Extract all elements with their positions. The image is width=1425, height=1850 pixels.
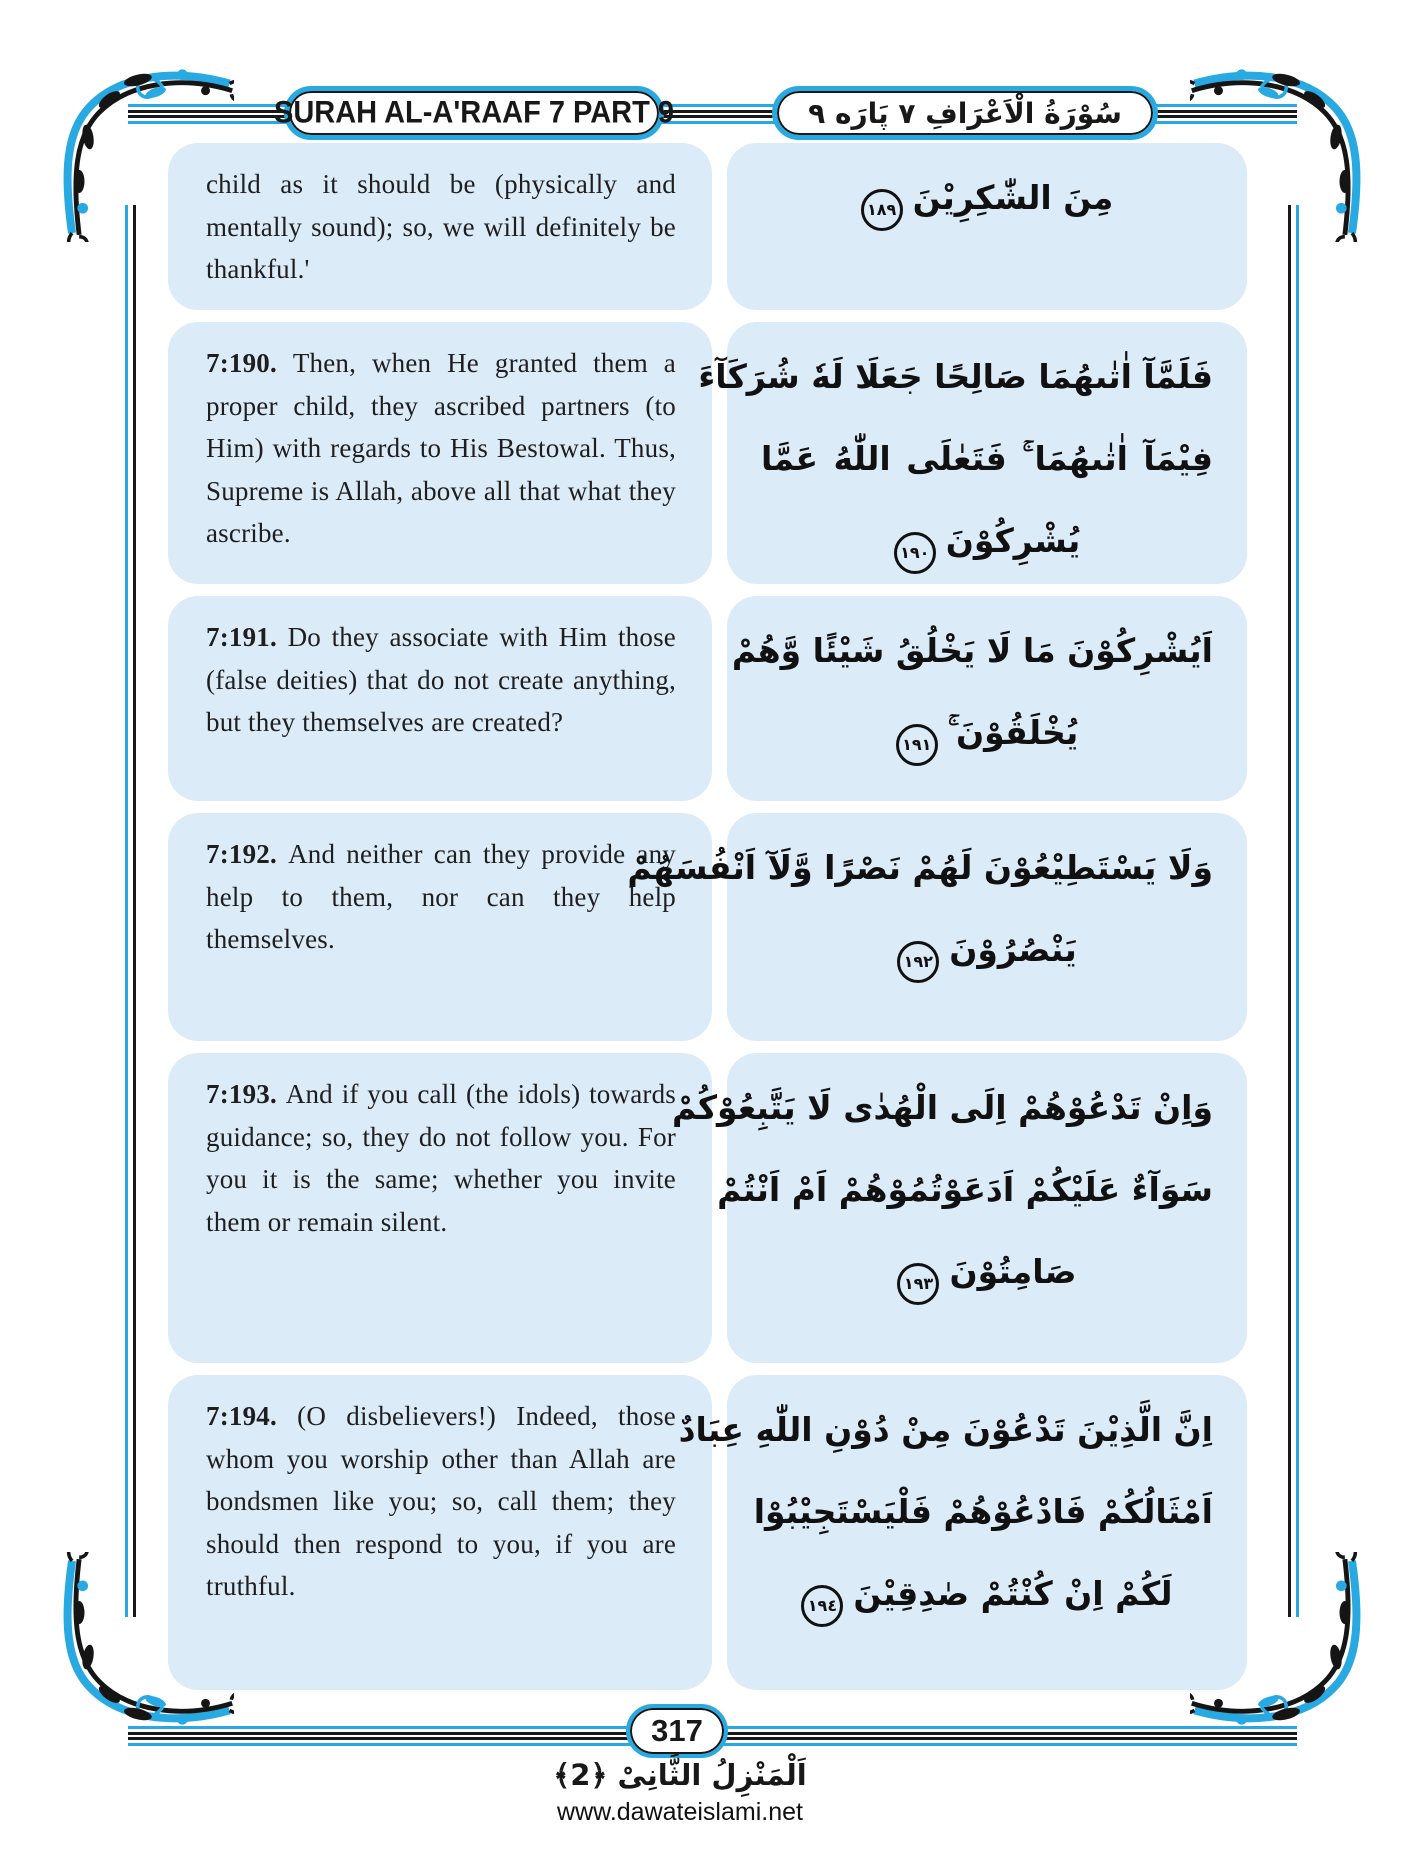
verse-number: 7:194. (206, 1401, 298, 1431)
ayah-number-badge: ١٩٢ (897, 941, 939, 983)
surah-title-arabic: سُوْرَةُ الْاَعْرَافِ ٧ پَارَه ٩ (808, 96, 1122, 130)
verse-row (168, 1053, 1247, 1363)
ayah-number-badge: ١٩٣ (897, 1263, 939, 1305)
arabic-text: يُخْلَقُوْنَ ۚ (947, 713, 1079, 752)
arabic-line (731, 610, 1213, 692)
verse-number: 7:192. (206, 839, 289, 869)
arabic-text: يَنْصُرُوْنَ (949, 930, 1077, 969)
arabic-card (698, 322, 1247, 584)
translation-text: Then, when He granted them a proper child, they ascribed partners (to Him) with regards to His Bestowal. Thus, Supreme is Allah, above all that what they ascribe. (206, 348, 676, 548)
verse-number: 7:191. (206, 622, 288, 652)
arabic-text: اَمْثَالُكُمْ فَادْعُوْهُمْ فَلْيَسْتَجِيْبُوْا (753, 1492, 1213, 1531)
page-number-oval (626, 1704, 728, 1758)
verse-row (168, 322, 1247, 584)
translation-card (168, 1375, 712, 1690)
arabic-text: وَاِنْ تَدْعُوْهُمْ اِلَى الْهُدٰى لَا يَتَّبِعُوْكُمْ (671, 1088, 1213, 1127)
arabic-text: يُشْرِكُوْنَ (945, 521, 1081, 560)
page-number: 317 (651, 1713, 703, 1748)
arabic-card (678, 1375, 1247, 1690)
arabic-card (727, 143, 1247, 310)
arabic-card (627, 813, 1247, 1041)
arabic-card (671, 1053, 1247, 1363)
arabic-line (761, 1231, 1213, 1313)
arabic-line (761, 692, 1213, 774)
translation-card (168, 143, 712, 310)
manzil-label: اَلْمَنْزِلُ الثَّانِىْ ﴿2﴾ (553, 1758, 807, 1792)
verse-row (168, 813, 1247, 1041)
ayah-number-badge: ١٩٤ (801, 1585, 843, 1627)
arabic-text: سَوَآءٌ عَلَيْكُمْ اَدَعَوْتُمُوْهُمْ اَمْ اَنْتُمْ (717, 1170, 1213, 1209)
arabic-line (717, 1149, 1213, 1231)
arabic-line (761, 157, 1213, 239)
translation-text: (O disbelievers!) Indeed, those whom you worship other than Allah are bondsmen like you; so, call them; they should then respond to you, if you are truthful. (206, 1401, 676, 1601)
translation-text: And neither can they provide any help to them, nor can they help themselves. (206, 839, 676, 954)
arabic-line (761, 1553, 1213, 1635)
arabic-line (761, 500, 1213, 582)
arabic-line (671, 1067, 1213, 1149)
verse-number: 7:190. (206, 348, 293, 378)
translation-text: child as it should be (physically and mentally sound); so, we will definitely be thankful.' (206, 169, 676, 284)
arabic-line (761, 418, 1213, 500)
website-text: www.dawateislami.net (557, 1798, 803, 1826)
arabic-line (678, 1389, 1213, 1471)
arabic-text: اَيُشْرِكُوْنَ مَا لَا يَخْلُقُ شَيْئًا وَّهُمْ (731, 631, 1213, 670)
arabic-text: فِيْمَآ اٰتٰىهُمَا ۚ فَتَعٰلَى اللّٰهُ عَمَّا (761, 439, 1213, 478)
manzil-number: ﴿2﴾ (553, 1758, 608, 1792)
arabic-text: اِنَّ الَّذِيْنَ تَدْعُوْنَ مِنْ دُوْنِ اللّٰهِ عِبَادٌ (678, 1410, 1213, 1449)
verse-rows (168, 143, 1247, 1702)
translation-card (168, 322, 712, 584)
ayah-number-badge: ١٩١ (896, 724, 938, 766)
footer (380, 1758, 980, 1827)
translation-card (168, 596, 712, 801)
surah-title-banner-english (274, 86, 675, 140)
arabic-text: مِنَ الشّٰكِرِيْنَ (912, 178, 1114, 217)
left-border-inner (133, 205, 136, 1617)
translation-text: And if you call (the idols) towards guidance; so, they do not follow you. For you it is the same; whether you invite them or remain silent. (206, 1079, 676, 1237)
arabic-text: وَلَا يَسْتَطِيْعُوْنَ لَهُمْ نَصْرًا وَّلَآ اَنْفُسَهُمْ (627, 848, 1213, 887)
arabic-card (727, 596, 1247, 801)
verse-row (168, 596, 1247, 801)
right-border-inner (1288, 205, 1291, 1617)
right-border-outer (1296, 205, 1299, 1617)
verse-row (168, 143, 1247, 310)
verse-row (168, 1375, 1247, 1690)
left-border-outer (125, 205, 128, 1617)
ayah-number-badge: ١٩٠ (894, 532, 936, 574)
arabic-line (698, 336, 1213, 418)
translation-text: Do they associate with Him those (false deities) that do not create anything, but they themselves are created? (206, 622, 676, 737)
surah-title-banner-arabic (772, 86, 1158, 140)
translation-card (168, 1053, 712, 1363)
arabic-text: فَلَمَّآ اٰتٰىهُمَا صَالِحًا جَعَلَا لَهٗ شُرَكَآءَ (698, 357, 1213, 396)
verse-number: 7:193. (206, 1079, 286, 1109)
surah-title-english: SURAH AL-A'RAAF 7 PART 9 (274, 95, 675, 130)
ayah-number-badge: ١٨٩ (861, 189, 903, 231)
arabic-text: صَامِتُوْنَ (949, 1252, 1077, 1291)
arabic-line (761, 909, 1213, 991)
arabic-line (753, 1471, 1213, 1553)
arabic-text: لَكُمْ اِنْ كُنْتُمْ صٰدِقِيْنَ (853, 1574, 1173, 1613)
arabic-line (627, 827, 1213, 909)
